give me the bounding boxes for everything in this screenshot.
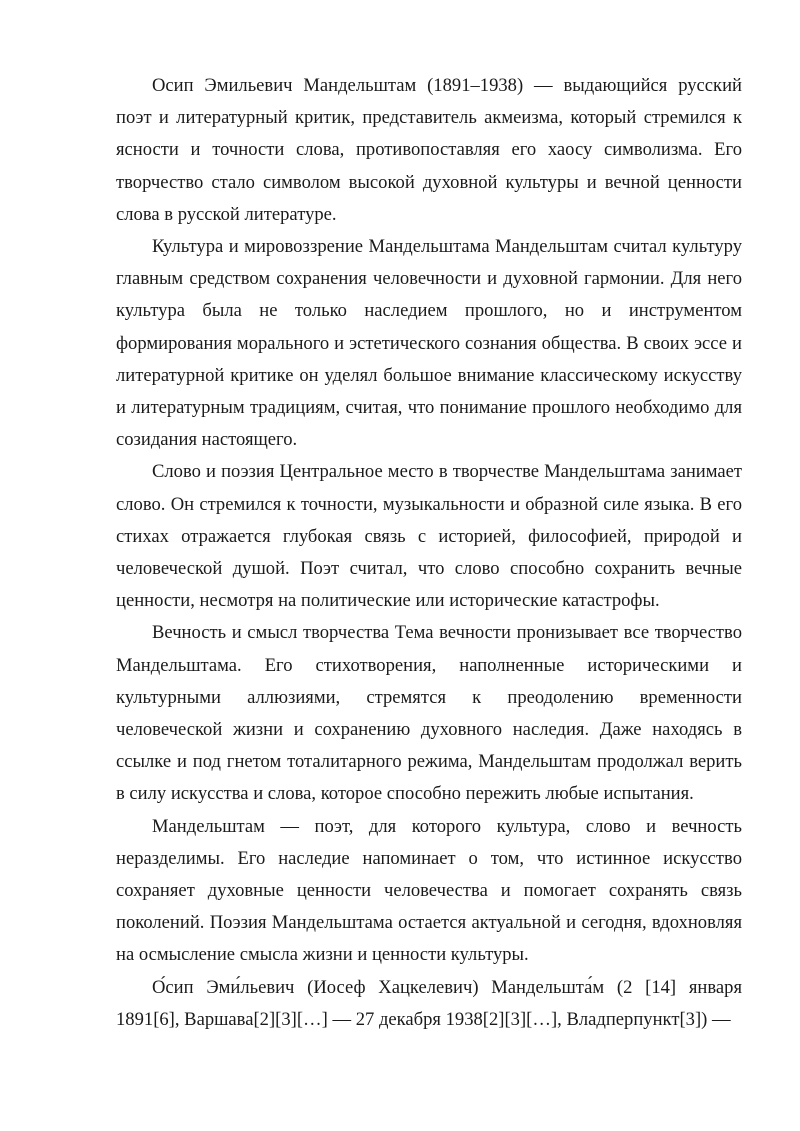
paragraph-conclusion: Мандельштам — поэт, для которого культура, слово и вечность неразделимы. Его наследие напоминает о том, что истинное искусство сохраняет духовные ценности человечества и помогает сохранять связь поколений. Поэзия Мандельштама остается актуальной и сегодня, вдохновляя на осмысление смысла жизни и ценности культуры. xyxy=(116,815,742,966)
paragraph-word-poetry: Слово и поэзия Центральное место в творчестве Мандельштама занимает слово. Он стремился к точности, музыкальности и образной силе языка. В его стихах отражается глубокая связь с историей, философией, природой и человеческой душой. Поэт считал, что слово способно сохранить вечные ценности, несмотря на политические или исторические катастрофы. xyxy=(116,461,742,612)
paragraph-intro: Осип Эмильевич Мандельштам (1891–1938) — выдающийся русский поэт и литературный критик, представитель акмеизма, который стремился к ясности и точности слова, противопоставляя его хаосу символизма. Его творчество стало символом высокой духовной культуры и вечной ценности слова в русской литературе. xyxy=(116,75,742,225)
paragraph-culture-worldview: Культура и мировоззрение Мандельштама Мандельштам считал культуру главным средством сохранения человечности и духовной гармонии. Для него культура была не только наследием прошлого, но и инструментом формирования морального и эстетического сознания общества. В своих эссе и литературной критике он уделял большое внимание классическому искусству и литературным традициям, считая, что понимание прошлого необходимо для созидания настоящего. xyxy=(116,236,742,451)
paragraph-biography-start: О́сип Эми́льевич (Иосеф Хацкелевич) Мандельшта́м (2 [14] января 1891[6], Варшава[2][3][…] — 27 декабря 1938[2][3][…], Владперпункт[3]) — xyxy=(116,976,742,1030)
document-page xyxy=(116,70,742,1036)
paragraph-eternity-meaning: Вечность и смысл творчества Тема вечности пронизывает все творчество Мандельштама. Его стихотворения, наполненные историческими и культурными аллюзиями, стремятся к преодолению временности человеческой жизни и сохранению духовного наследия. Даже находясь в ссылке и под гнетом тоталитарного режима, Мандельштам продолжал верить в силу искусства и слова, которое способно пережить любые испытания. xyxy=(116,622,742,805)
